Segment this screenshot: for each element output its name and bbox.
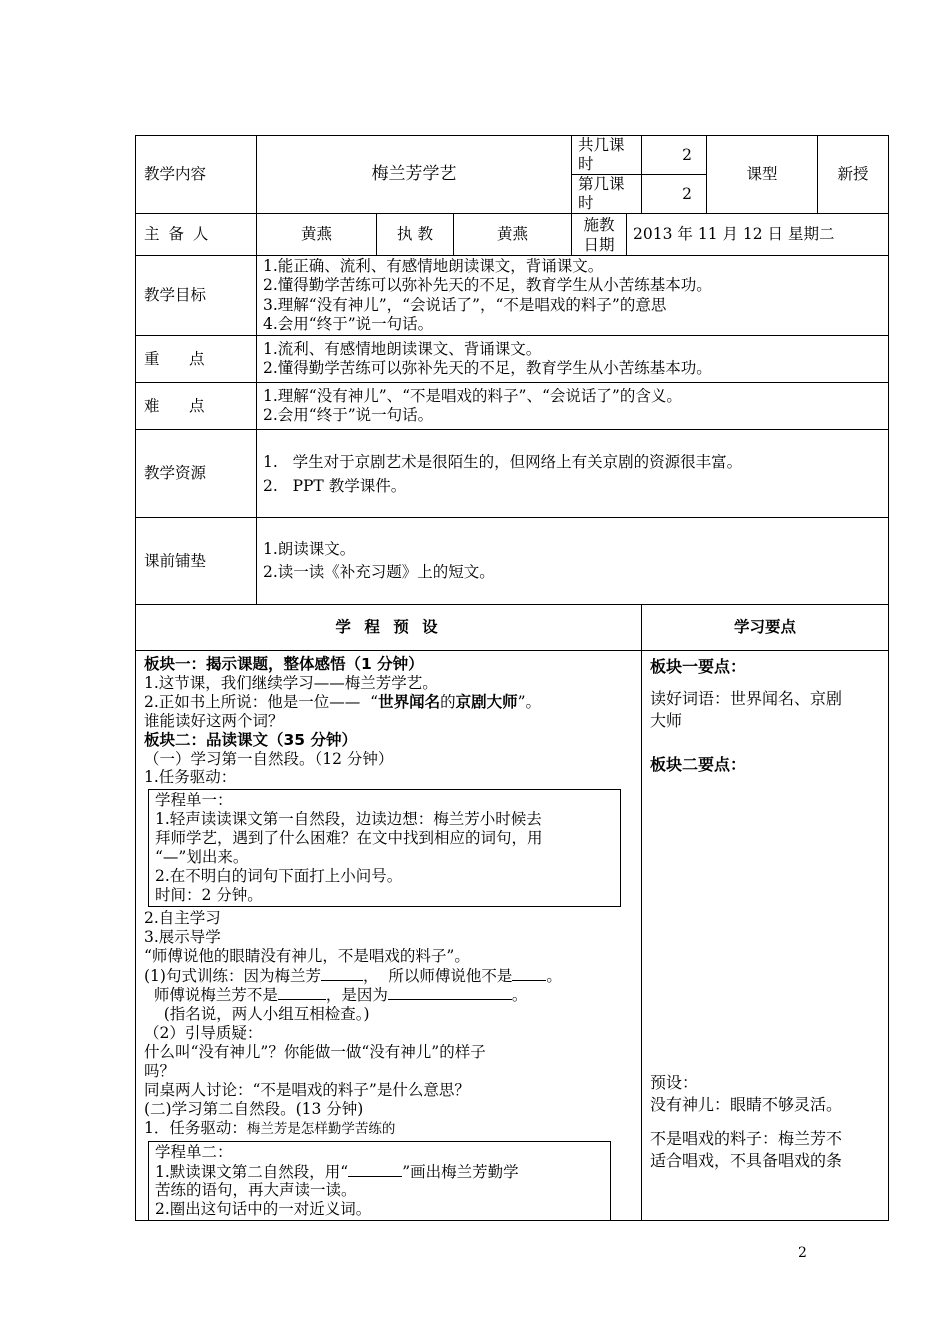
points-block2-title: 板块二要点：	[650, 755, 747, 774]
date-label: 施教 日期	[572, 214, 627, 256]
resources-label: 教学资源	[136, 430, 257, 518]
lesson-plan-table	[135, 135, 889, 1221]
goals-label: 教学目标	[136, 256, 257, 336]
preparer-label: 主 备 人	[136, 214, 257, 256]
fill-blank	[512, 966, 546, 981]
teacher-value: 黄燕	[454, 214, 572, 256]
current-period-value: 2	[642, 175, 707, 214]
lesson-title: 梅兰芳学艺	[257, 136, 572, 214]
drill-line-2: 师傅说梅兰芳不是 ，是因为 。	[144, 986, 528, 1005]
goal-item: 4.会用“终于”说一句话。	[263, 315, 434, 333]
block1-line2: 2.正如书上所说：他是一位—— “世界闻名的京剧大师”。	[144, 692, 542, 711]
focus-item: 1.流利、有感情地朗读课文、背诵课文。	[263, 340, 542, 358]
task2-line: 1．任务驱动：梅兰芳是怎样勤学苦练的	[144, 1118, 396, 1137]
page-number: 2	[798, 1245, 807, 1261]
difficulty-label: 难 点	[136, 383, 257, 430]
date-value: 2013 年 11 月 12 日 星期二	[627, 214, 889, 256]
block2-title: 板块二：品读课文（35 分钟）	[144, 730, 357, 749]
goals-content	[257, 256, 889, 336]
study-sheet-1: 学程单一： 1.轻声读读课文第一自然段，边读边想：梅兰芳小时候去 拜师学艺，遇到了什么困难？在文中找到相应的词句，用 “—”划出来。 2.在不明白的词句下面打上小问号。 时间：2 分钟。	[148, 789, 621, 906]
focus-item: 2.懂得勤学苦练可以弥补先天的不足，教育学生从小苦练基本功。	[263, 359, 712, 377]
difficulty-item: 1.理解“没有神儿”、“不是唱戏的料子”、“会说话了”的含义。	[263, 387, 682, 405]
points-content: 板块一要点： 读好词语：世界闻名、京剧 大师 板块二要点： 预设： 没有神儿：眼睛不够灵活。 不是唱戏的料子：梅兰芳不 适合唱戏，不具备唱戏的条	[642, 651, 889, 1221]
resource-item: 2. PPT 教学课件。	[263, 476, 407, 495]
focus-label: 重 点	[136, 336, 257, 383]
teacher-label: 执 教	[377, 214, 454, 256]
preparation-item: 1.朗读课文。	[263, 540, 356, 558]
fill-blank	[348, 1162, 402, 1177]
sheet2-line1: 1.默读课文第二自然段，用“ ”画出梅兰芳勤学	[155, 1162, 519, 1181]
resource-item: 1. 学生对于京剧艺术是很陌生的，但网络上有关京剧的资源很丰富。	[263, 452, 743, 471]
content-label: 教学内容	[136, 136, 257, 214]
drill-line-1: (1)句式训练：因为梅兰芳 ， 所以师傅说他不是 。	[144, 966, 562, 985]
preparation-label: 课前铺垫	[136, 518, 257, 605]
points-header: 学习要点	[642, 605, 889, 651]
fill-blank	[388, 985, 512, 1000]
fill-blank	[321, 966, 363, 981]
goal-item: 3.理解“没有神儿”，“会说话了”，“不是唱戏的料子”的意思	[263, 295, 667, 314]
goal-item: 1.能正确、流利、有感情地朗读课文，背诵课文。	[263, 256, 604, 275]
type-value: 新授	[818, 136, 889, 214]
process-header: 学 程 预 设	[136, 605, 642, 651]
points-block1-title: 板块一要点：	[650, 657, 747, 676]
study-sheet-2: 学程单二： 1.默读课文第二自然段，用“ ”画出梅兰芳勤学 苦练的语句，再大声读一读。 2.圈出这句话中的一对近义词。	[148, 1141, 611, 1221]
preparation-item: 2.读一读《补充习题》上的短文。	[263, 563, 495, 581]
goal-item: 2.懂得勤学苦练可以弥补先天的不足，教育学生从小苦练基本功。	[263, 276, 712, 294]
preparation-content	[257, 518, 889, 605]
focus-content	[257, 336, 889, 383]
difficulty-content	[257, 383, 889, 430]
type-label: 课型	[707, 136, 818, 214]
block1-title: 板块一：揭示课题，整体感悟（1 分钟）	[144, 655, 424, 673]
process-content: 板块一：揭示课题，整体感悟（1 分钟） 1.这节课，我们继续学习——梅兰芳学艺。 2.正如书上所说：他是一位—— “世界闻名的京剧大师”。 谁能读好这两个词？ 板块二：品读课文（35 分钟） （一）学习第一自然段。（12 分钟） 1.任务驱动： 学程单一： 1.轻声读读课文第一自然段，边读边想：梅兰芳小时候去 拜师学艺，遇到了什么困难？在文中找到相应的词句，用 “—”划出来。 2.在不明白的词句下面打上小问号。 时间：2 分钟。 2.自主学习 3.展示导学 “师傅说他的眼睛没有神儿，不是唱戏的料子”。 (1)句式训练：因为梅兰芳 ， 所以师傅说他不是 。 师傅说梅兰芳不是 ，是因为 。 (指名说，两人小组互相检查。) （2）引导质疑： 什么叫“没有神儿”？你能做一做“没有神儿”的样子 吗？ 同桌两人讨论：“不是唱戏的料子”是什么意思？ (二)学习第二自然段。(13 分钟) 1．任务驱动：梅兰芳是怎样勤学苦练的 学程单二： 1.默读课文第二自然段，用“ ”画出梅兰芳勤学 苦练的语句，再大声读一读。 2.圈出这句话中的一对近义词。	[136, 651, 642, 1221]
total-periods-label: 共几课时	[572, 136, 642, 175]
current-period-label: 第几课时	[572, 175, 642, 214]
difficulty-item: 2.会用“终于”说一句话。	[263, 406, 434, 424]
preparer-value: 黄燕	[257, 214, 377, 256]
total-periods-value: 2	[642, 136, 707, 175]
resources-content	[257, 430, 889, 518]
fill-blank	[278, 985, 326, 1000]
